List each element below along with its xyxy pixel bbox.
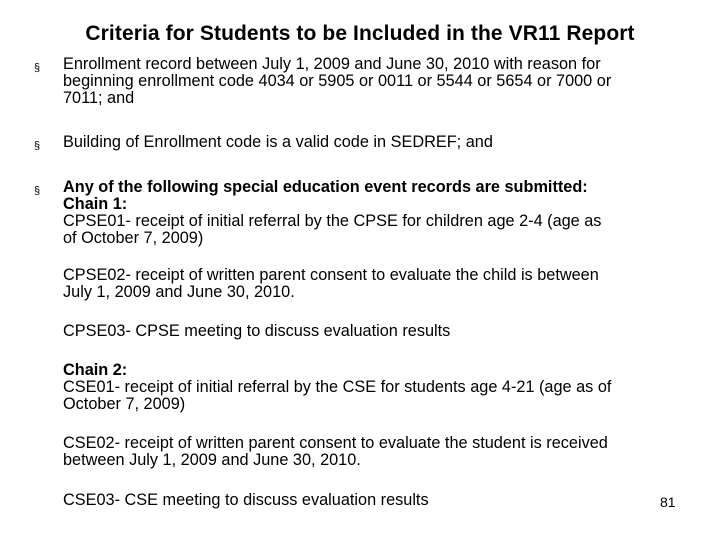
bullet-marker: §: [34, 62, 41, 74]
chain2-label: Chain 2:: [63, 361, 128, 379]
cse02-item: [63, 435, 683, 469]
criterion-special-ed: [63, 179, 683, 247]
cpse02-item: [63, 267, 683, 301]
criterion-building: [63, 134, 683, 151]
page-number: 81: [660, 494, 676, 510]
criterion-enrollment: [63, 56, 683, 107]
criterion-building-text: Building of Enrollment code is a valid code in SEDREF; and: [63, 133, 493, 151]
cse01-line: October 7, 2009): [63, 395, 186, 413]
cse01-line: CSE01- receipt of initial referral by the CSE for students age 4-21 (age as of: [63, 378, 612, 396]
criterion-enrollment-line: 7011; and: [63, 89, 135, 107]
cpse01-line: of October 7, 2009): [63, 229, 204, 247]
chain1-label: Chain 1:: [63, 195, 128, 213]
special-ed-heading: Any of the following special education event records are submitted:: [63, 178, 588, 196]
cpse01-line: CPSE01- receipt of initial referral by the CPSE for children age 2-4 (age as: [63, 212, 602, 230]
cse02-line: CSE02- receipt of written parent consent to evaluate the student is received: [63, 434, 608, 452]
cpse02-line: July 1, 2009 and June 30, 2010.: [63, 283, 295, 301]
chain2-block: [63, 362, 683, 413]
bullet-marker: §: [34, 185, 41, 197]
bullet-marker: §: [34, 140, 41, 152]
criterion-enrollment-line: Enrollment record between July 1, 2009 and June 30, 2010 with reason for: [63, 55, 601, 73]
slide-title: Criteria for Students to be Included in the VR11 Report: [85, 22, 635, 45]
cse03-line: CSE03- CSE meeting to discuss evaluation results: [63, 491, 429, 509]
cpse03-line: CPSE03- CPSE meeting to discuss evaluation results: [63, 322, 451, 340]
cpse03-item: [63, 323, 683, 340]
cse03-item: [63, 492, 683, 509]
cse02-line: between July 1, 2009 and June 30, 2010.: [63, 451, 361, 469]
cpse02-line: CPSE02- receipt of written parent consent to evaluate the child is between: [63, 266, 599, 284]
criterion-enrollment-line: beginning enrollment code 4034 or 5905 or 0011 or 5544 or 5654 or 7000 or: [63, 72, 612, 90]
